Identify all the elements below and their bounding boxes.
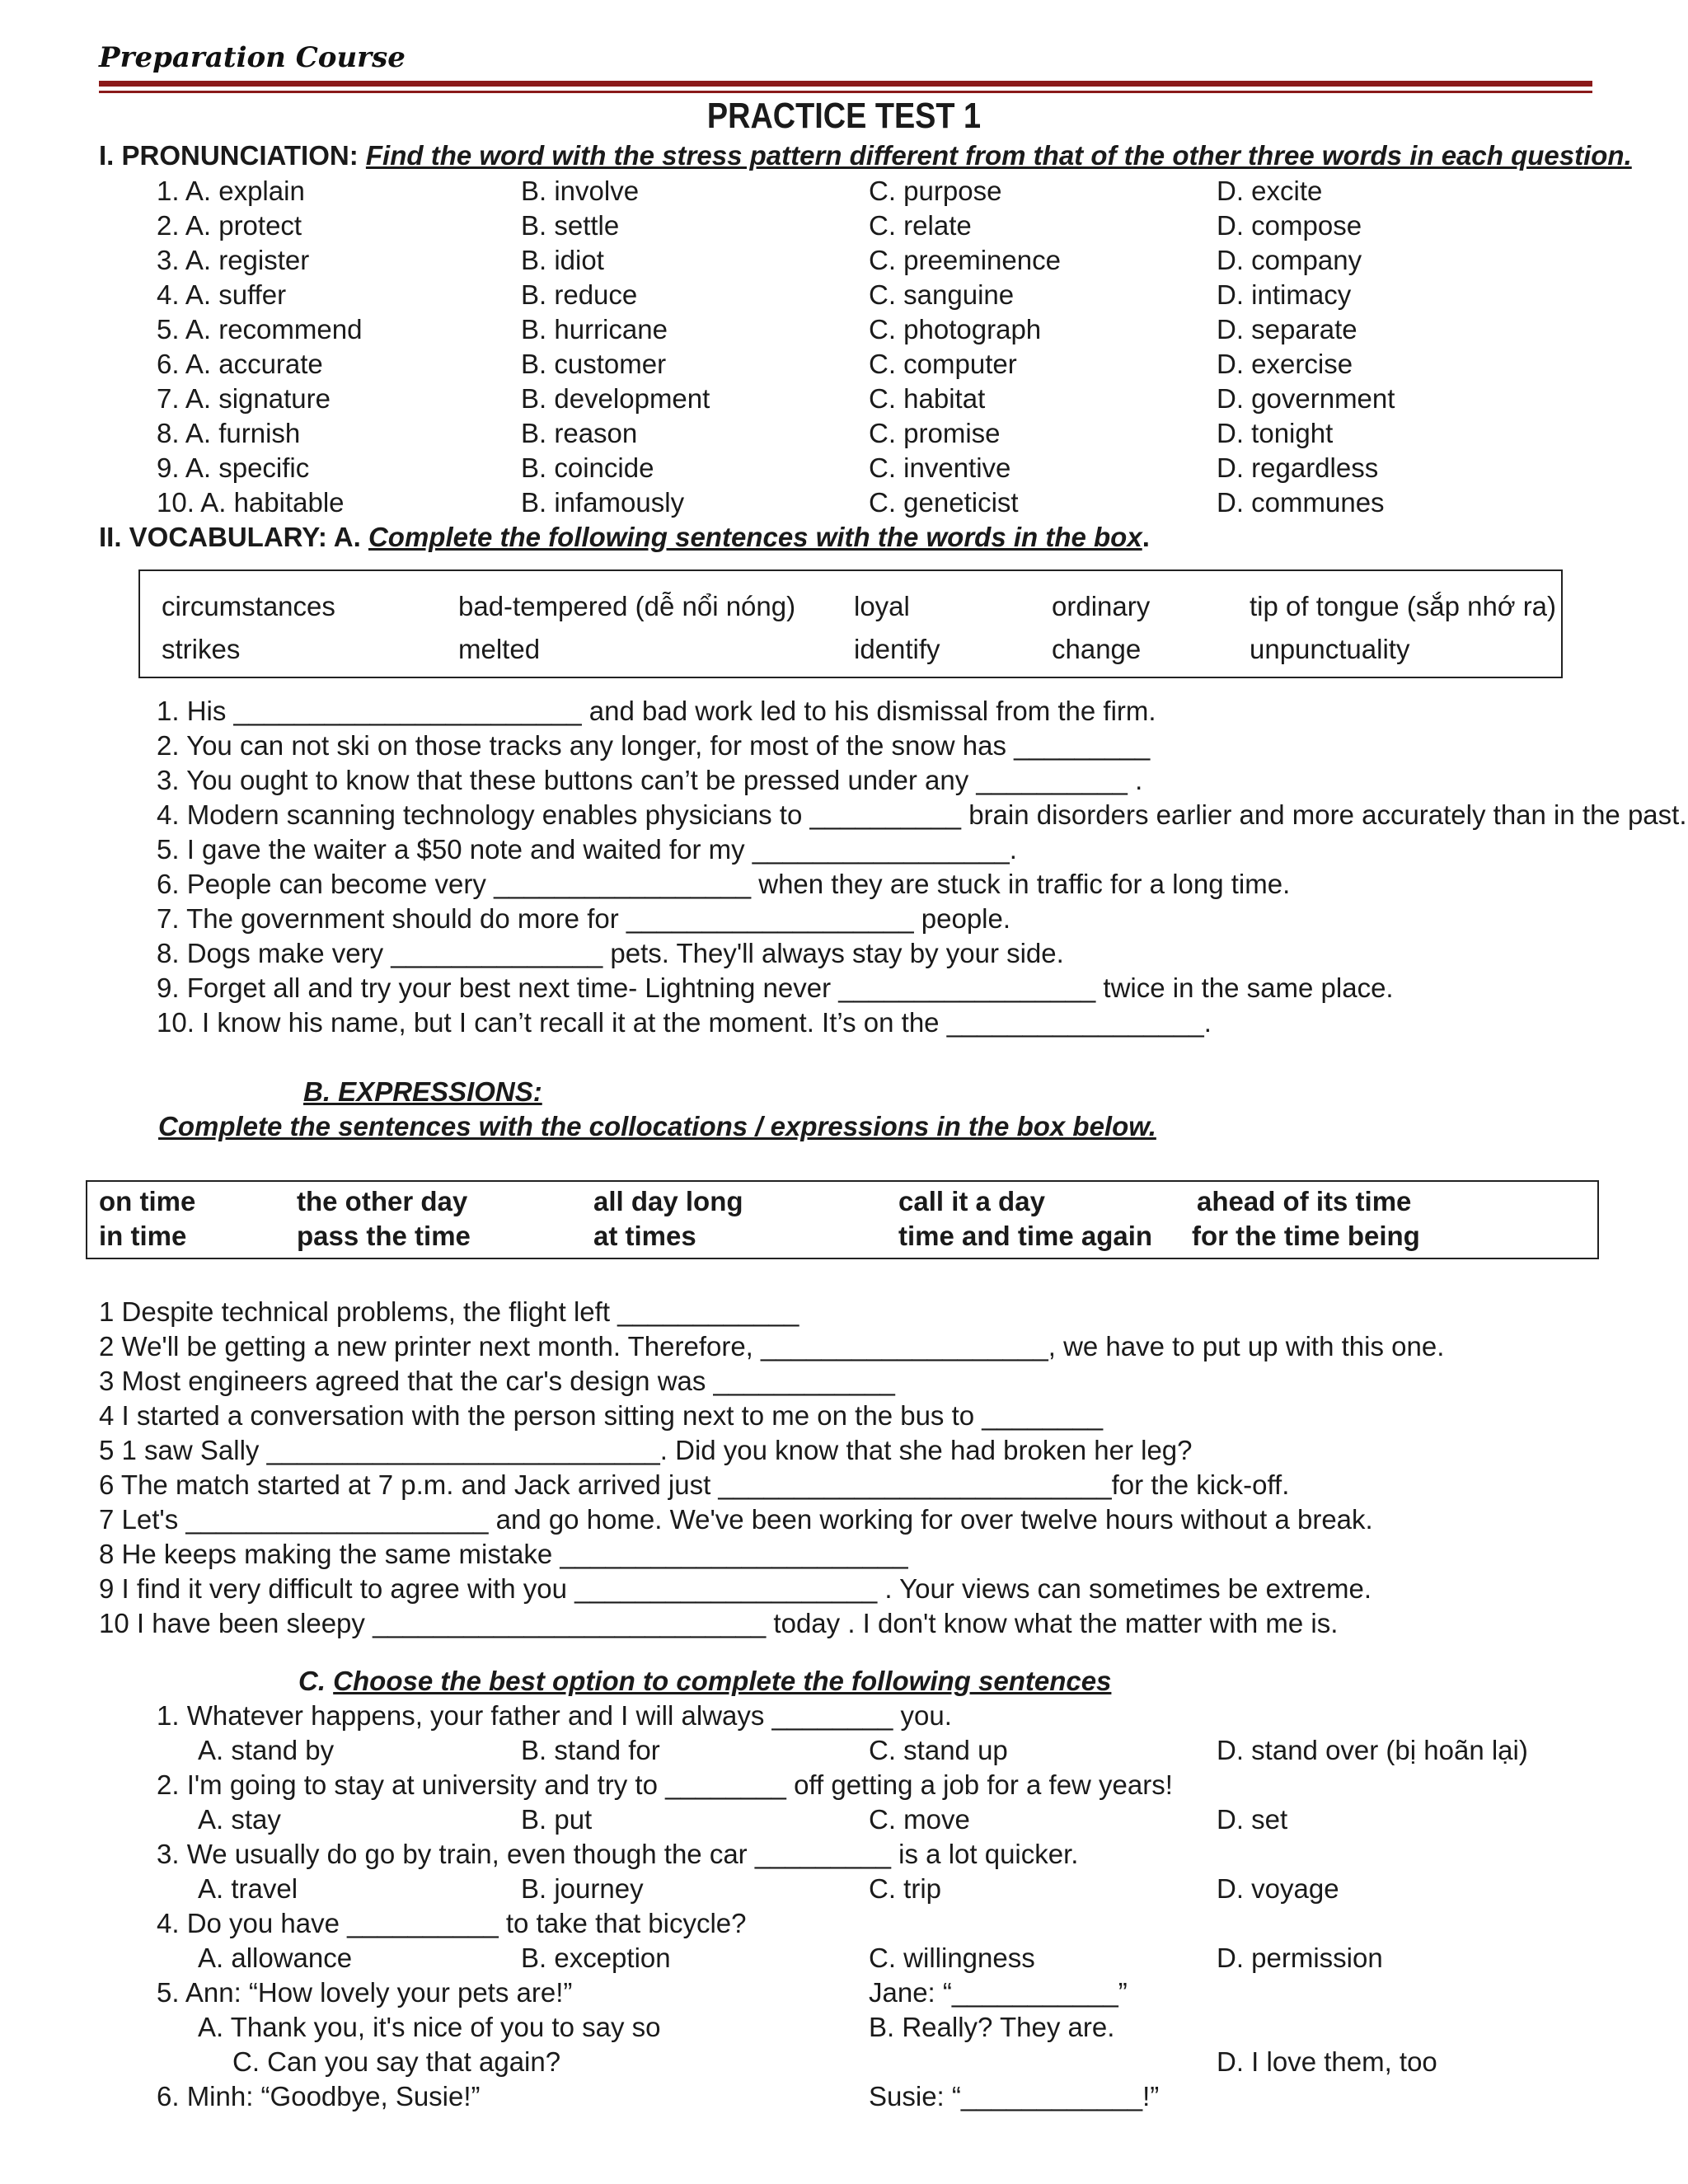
vocabulary-instruction: Complete the following sentences with the words in the box bbox=[368, 522, 1142, 552]
pron-option-d: D. intimacy bbox=[1217, 279, 1352, 310]
pron-option-c: C. geneticist bbox=[869, 487, 1019, 518]
pron-option-c: C. purpose bbox=[869, 176, 1002, 206]
expr-sentence: 4 I started a conversation with the person sitting next to me on the bus to ________ bbox=[99, 1400, 1104, 1431]
pron-option-c: C. promise bbox=[869, 418, 1001, 448]
choose-option-a: A. Thank you, it's nice of you to say so bbox=[198, 2012, 661, 2042]
choose-option-d: D. permission bbox=[1217, 1943, 1383, 1973]
pron-option-a: 4. A. suffer bbox=[157, 279, 287, 310]
page-title: PRACTICE TEST 1 bbox=[706, 96, 982, 136]
choose-option-a: A. stay bbox=[198, 1804, 281, 1835]
pron-option-d: D. exercise bbox=[1217, 349, 1353, 379]
box-word: tip of tongue (sắp nhớ ra) bbox=[1250, 591, 1557, 621]
pron-option-c: C. relate bbox=[869, 210, 972, 241]
header-rule-thick bbox=[99, 81, 1592, 87]
vocabulary-heading: II. VOCABULARY: A. bbox=[99, 522, 361, 552]
pron-option-c: C. habitat bbox=[869, 383, 986, 414]
box-expression: time and time again bbox=[898, 1221, 1153, 1251]
pron-option-b: B. coincide bbox=[521, 452, 654, 483]
pron-option-a: 2. A. protect bbox=[157, 210, 302, 241]
choose-option-b: B. exception bbox=[521, 1943, 671, 1973]
box-expression: the other day bbox=[297, 1186, 468, 1216]
pron-option-a: 6. A. accurate bbox=[157, 349, 323, 379]
pron-option-b: B. idiot bbox=[521, 245, 604, 275]
pron-option-b: B. settle bbox=[521, 210, 620, 241]
choose-question: 3. We usually do go by train, even though the car _________ is a lot quicker. bbox=[157, 1839, 1079, 1869]
pron-option-d: D. separate bbox=[1217, 314, 1357, 344]
box-expression: on time bbox=[99, 1186, 196, 1216]
vocab-sentence: 4. Modern scanning technology enables physicians to __________ brain disorders earlier and more accurately than in the past. bbox=[157, 799, 1687, 830]
choose-reply: Jane: “___________” bbox=[869, 1977, 1128, 2008]
choose-option-c: C. move bbox=[869, 1804, 970, 1835]
expressions-heading: B. EXPRESSIONS: bbox=[303, 1076, 542, 1107]
pron-option-d: D. compose bbox=[1217, 210, 1362, 241]
choose-option-c: C. Can you say that again? bbox=[232, 2046, 561, 2077]
pron-option-d: D. excite bbox=[1217, 176, 1323, 206]
vocab-sentence: 2. You can not ski on those tracks any longer, for most of the snow has _________ bbox=[157, 730, 1151, 761]
box-word: circumstances bbox=[162, 591, 335, 621]
pronunciation-heading: I. PRONUNCIATION: bbox=[99, 140, 359, 171]
expressions-box bbox=[86, 1180, 1599, 1259]
choose-instruction: Choose the best option to complete the following sentences bbox=[333, 1666, 1112, 1696]
pron-option-a: 1. A. explain bbox=[157, 176, 305, 206]
pron-option-a: 8. A. furnish bbox=[157, 418, 301, 448]
expressions-instruction: Complete the sentences with the collocations / expressions in the box below. bbox=[158, 1111, 1156, 1141]
vocab-sentence: 8. Dogs make very ______________ pets. They'll always stay by your side. bbox=[157, 938, 1064, 968]
expr-sentence: 1 Despite technical problems, the flight left ____________ bbox=[99, 1296, 799, 1327]
choose-option-b: B. put bbox=[521, 1804, 593, 1835]
choose-option-d: D. voyage bbox=[1217, 1873, 1339, 1904]
expr-sentence: 6 The match started at 7 p.m. and Jack arrived just __________________________for the kick-off. bbox=[99, 1469, 1290, 1500]
choose-option-a: A. allowance bbox=[198, 1943, 353, 1973]
choose-question: 4. Do you have __________ to take that bicycle? bbox=[157, 1908, 747, 1938]
box-expression: in time bbox=[99, 1221, 187, 1251]
choose-heading-line bbox=[298, 1664, 1111, 1699]
choose-label: C. bbox=[298, 1666, 326, 1696]
box-word: bad-tempered (dễ nổi nóng) bbox=[458, 591, 796, 621]
box-word: strikes bbox=[162, 634, 241, 664]
expr-sentence: 8 He keeps making the same mistake _______________________ bbox=[99, 1539, 908, 1569]
pron-option-d: D. company bbox=[1217, 245, 1362, 275]
pron-option-d: D. regardless bbox=[1217, 452, 1379, 483]
pron-option-c: C. computer bbox=[869, 349, 1017, 379]
box-word: identify bbox=[854, 634, 940, 664]
pron-option-c: C. preeminence bbox=[869, 245, 1061, 275]
vocabulary-heading-line: II. VOCABULARY: A. Complete the following sentences with the words in the box. bbox=[99, 522, 1150, 552]
choose-option-b: B. Really? They are. bbox=[869, 2012, 1115, 2042]
expr-sentence: 9 I find it very difficult to agree with you ____________________ . Your views can sometimes be extreme. bbox=[99, 1573, 1372, 1604]
expr-sentence: 2 We'll be getting a new printer next month. Therefore, ___________________, we have to put up with this one. bbox=[99, 1331, 1445, 1361]
pronunciation-instruction: Find the word with the stress pattern different from that of the other three words in each question. bbox=[365, 140, 1632, 171]
choose-option-c: C. trip bbox=[869, 1873, 942, 1904]
choose-question: 2. I'm going to stay at university and try to ________ off getting a job for a few years! bbox=[157, 1769, 1173, 1800]
choose-question: 5. Ann: “How lovely your pets are!” bbox=[157, 1977, 573, 2008]
pron-option-d: D. tonight bbox=[1217, 418, 1334, 448]
header-rule-thin bbox=[99, 91, 1592, 93]
pron-option-a: 10. A. habitable bbox=[157, 487, 345, 518]
vocab-sentence: 1. His _______________________ and bad work led to his dismissal from the firm. bbox=[157, 696, 1156, 726]
choose-question: 1. Whatever happens, your father and I will always ________ you. bbox=[157, 1700, 952, 1731]
box-expression: call it a day bbox=[898, 1186, 1045, 1216]
expr-sentence: 3 Most engineers agreed that the car's design was ____________ bbox=[99, 1366, 895, 1396]
box-expression: all day long bbox=[593, 1186, 743, 1216]
choose-reply: Susie: “____________!” bbox=[869, 2081, 1160, 2111]
pron-option-b: B. development bbox=[521, 383, 710, 414]
box-expression: at times bbox=[593, 1221, 696, 1251]
pron-option-a: 9. A. specific bbox=[157, 452, 310, 483]
choose-option-d: D. I love them, too bbox=[1217, 2046, 1437, 2077]
pron-option-a: 5. A. recommend bbox=[157, 314, 363, 344]
vocab-sentence: 7. The government should do more for ___________________ people. bbox=[157, 903, 1011, 934]
choose-option-b: B. stand for bbox=[521, 1735, 660, 1765]
choose-option-d: D. set bbox=[1217, 1804, 1288, 1835]
box-word: loyal bbox=[854, 591, 910, 621]
pron-option-b: B. reason bbox=[521, 418, 638, 448]
box-word: ordinary bbox=[1052, 591, 1151, 621]
vocab-sentence: 3. You ought to know that these buttons can’t be pressed under any __________ . bbox=[157, 765, 1143, 795]
vocabulary-word-box bbox=[138, 569, 1563, 678]
pron-option-d: D. government bbox=[1217, 383, 1395, 414]
box-expression: pass the time bbox=[297, 1221, 471, 1251]
choose-option-a: A. stand by bbox=[198, 1735, 335, 1765]
choose-option-d: D. stand over (bị hoãn lại) bbox=[1217, 1735, 1528, 1765]
vocab-sentence: 6. People can become very _________________ when they are stuck in traffic for a long time. bbox=[157, 869, 1291, 899]
pron-option-c: C. photograph bbox=[869, 314, 1042, 344]
choose-option-a: A. travel bbox=[198, 1873, 298, 1904]
pron-option-b: B. involve bbox=[521, 176, 640, 206]
vocab-sentence: 10. I know his name, but I can’t recall it at the moment. It’s on the _________________. bbox=[157, 1007, 1212, 1038]
box-expression: for the time being bbox=[1192, 1221, 1420, 1251]
pron-option-d: D. communes bbox=[1217, 487, 1385, 518]
choose-option-b: B. journey bbox=[521, 1873, 644, 1904]
pron-option-c: C. sanguine bbox=[869, 279, 1015, 310]
expr-sentence: 10 I have been sleepy __________________________ today . I don't know what the matter with me is. bbox=[99, 1608, 1339, 1638]
box-expression: ahead of its time bbox=[1197, 1186, 1412, 1216]
choose-option-c: C. stand up bbox=[869, 1735, 1008, 1765]
pron-option-a: 3. A. register bbox=[157, 245, 310, 275]
pron-option-c: C. inventive bbox=[869, 452, 1011, 483]
expr-sentence: 7 Let's ____________________ and go home. We've been working for over twelve hours without a break. bbox=[99, 1504, 1373, 1535]
pronunciation-heading-line bbox=[99, 138, 1632, 173]
expr-sentence: 5 1 saw Sally __________________________. Did you know that she had broken her leg? bbox=[99, 1435, 1193, 1465]
choose-question: 6. Minh: “Goodbye, Susie!” bbox=[157, 2081, 481, 2111]
box-word: change bbox=[1052, 634, 1142, 664]
pron-option-b: B. infamously bbox=[521, 487, 685, 518]
vocab-sentence: 9. Forget all and try your best next time- Lightning never _________________ twice in the same place. bbox=[157, 972, 1394, 1003]
box-word: melted bbox=[458, 634, 541, 664]
choose-option-c: C. willingness bbox=[869, 1943, 1035, 1973]
course-name: Preparation Course bbox=[99, 41, 406, 74]
pron-option-b: B. hurricane bbox=[521, 314, 668, 344]
pron-option-a: 7. A. signature bbox=[157, 383, 331, 414]
pron-option-b: B. customer bbox=[521, 349, 667, 379]
vocab-sentence: 5. I gave the waiter a $50 note and waited for my _________________. bbox=[157, 834, 1017, 865]
pron-option-b: B. reduce bbox=[521, 279, 638, 310]
box-word: unpunctuality bbox=[1250, 634, 1410, 664]
